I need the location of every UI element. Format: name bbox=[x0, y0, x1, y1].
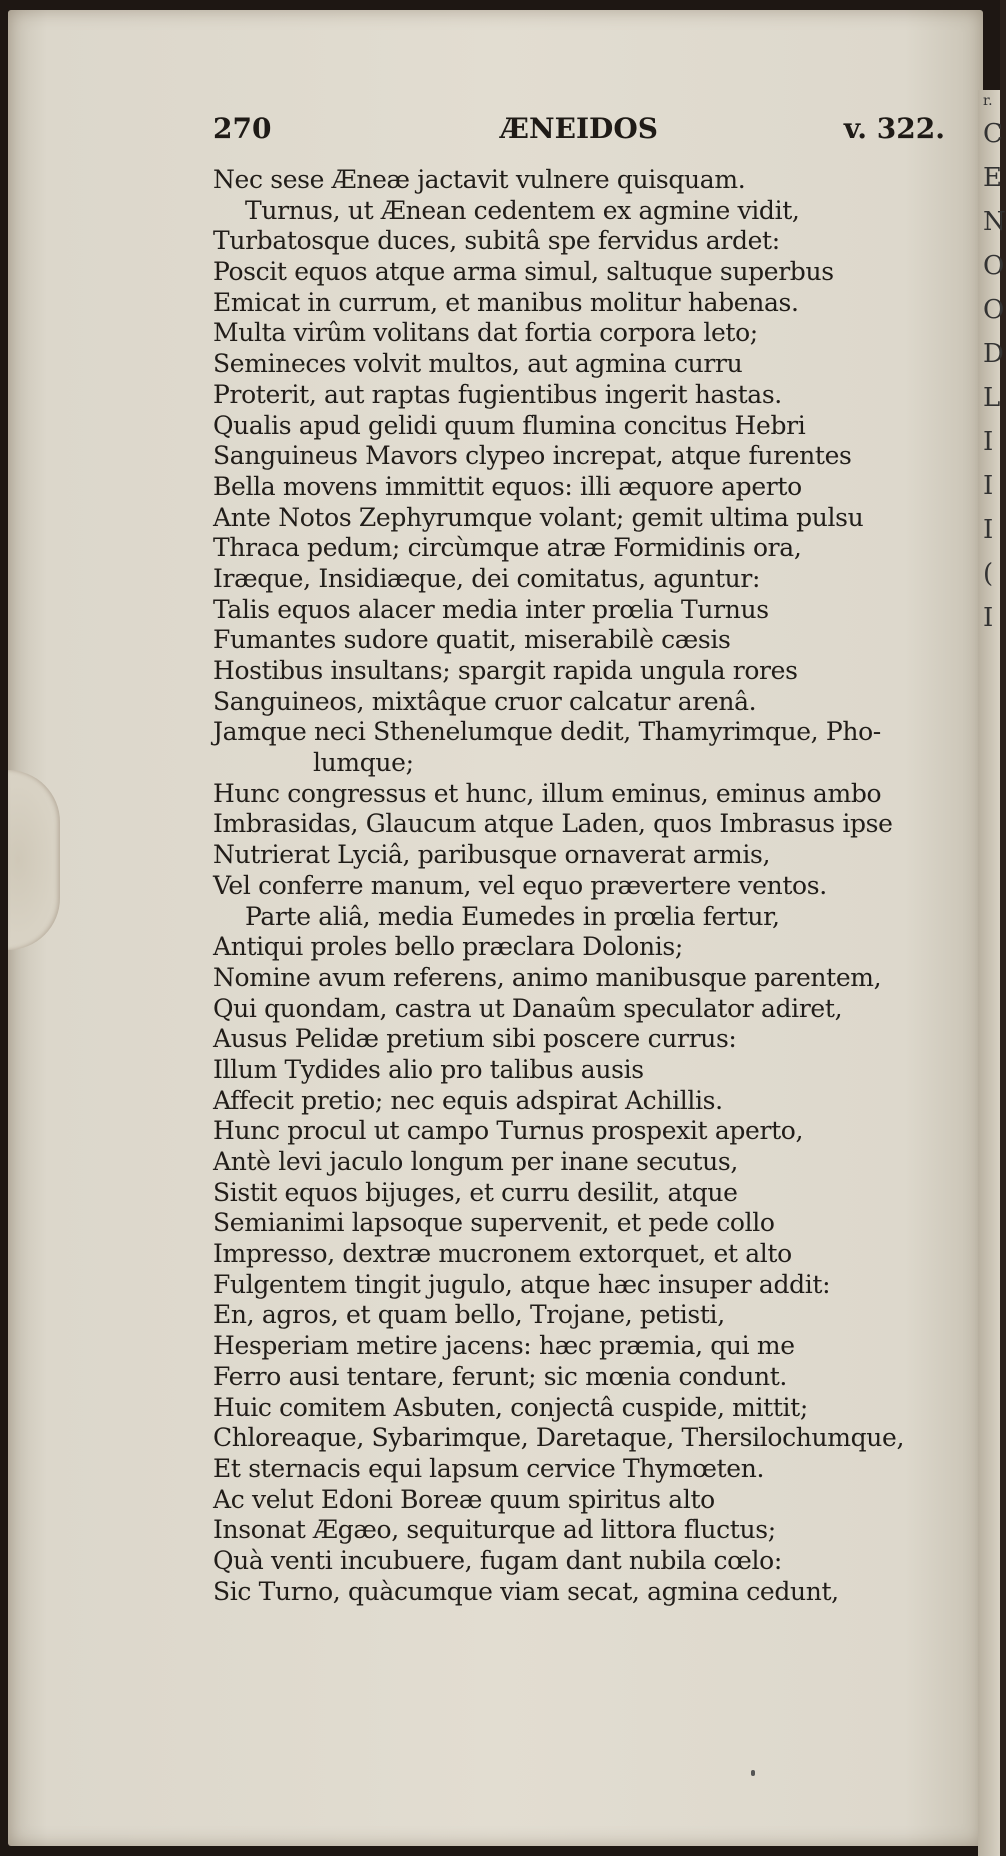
verse-line: Ante Notos Zephyrumque volant; gemit ultima pulsu bbox=[213, 502, 864, 532]
verse-line: Et sternacis equi lapsum cervice Thymœten. bbox=[213, 1453, 765, 1483]
verse-line: Sistit equos bijuges, et curru desilit, atque bbox=[213, 1177, 738, 1207]
verse-line: Bella movens immittit equos: illi æquore aperto bbox=[213, 471, 802, 501]
book-page bbox=[8, 10, 983, 1846]
verse-number: v. 322. bbox=[843, 112, 945, 145]
verse-line: Ac velut Edoni Boreæ quum spiritus alto bbox=[213, 1484, 715, 1514]
verse-line: Huic comitem Asbuten, conjectâ cuspide, mittit; bbox=[213, 1392, 808, 1422]
verse-line: Parte aliâ, media Eumedes in prœlia fertur, bbox=[245, 901, 780, 931]
adjacent-page-glyph: D bbox=[983, 339, 1004, 369]
verse-line: Sic Turno, quàcumque viam secat, agmina cedunt, bbox=[213, 1576, 839, 1606]
verse-line: Chloreaque, Sybarimque, Daretaque, Thersilochumque, bbox=[213, 1423, 905, 1453]
adjacent-page-glyph: ( bbox=[983, 559, 994, 589]
verse-line: Turbatosque duces, subitâ spe fervidus ardet: bbox=[213, 226, 780, 256]
verse-line: Semianimi lapsoque supervenit, et pede collo bbox=[213, 1208, 775, 1238]
verse-line: Nec sese Æneæ jactavit vulnere quisquam. bbox=[213, 165, 746, 194]
verse-line: Talis equos alacer media inter prœlia Turnus bbox=[213, 594, 769, 624]
verse-line: Iræque, Insidiæque, dei comitatus, aguntur: bbox=[213, 563, 761, 593]
verse-line: Imbrasidas, Glaucum atque Laden, quos Imbrasus ipse bbox=[213, 809, 893, 839]
verse-line: Hunc congressus et hunc, illum eminus, eminus ambo bbox=[213, 778, 882, 808]
verse-line: Illum Tydides alio pro talibus ausis bbox=[213, 1054, 644, 1084]
verse-line: Affecit pretio; nec equis adspirat Achillis. bbox=[213, 1085, 723, 1115]
adjacent-page-glyph: r. bbox=[983, 93, 993, 109]
verse-line: Antiqui proles bello præclara Dolonis; bbox=[213, 932, 683, 962]
verse-line: Hesperiam metire jacens: hæc præmia, qui me bbox=[213, 1331, 795, 1361]
ink-speck bbox=[751, 1770, 755, 1776]
adjacent-page-glyph: I bbox=[983, 427, 994, 457]
verse-line: Ausus Pelidæ pretium sibi poscere currus: bbox=[213, 1024, 737, 1054]
verse-line: Poscit equos atque arma simul, saltuque superbus bbox=[213, 257, 834, 287]
verse-line: Semineces volvit multos, aut agmina curru bbox=[213, 349, 743, 379]
verse-line: Insonat Ægæo, sequiturque ad littora fluctus; bbox=[213, 1515, 776, 1545]
adjacent-page-glyph: L bbox=[983, 383, 1001, 413]
verse-line: Qui quondam, castra ut Danaûm speculator adiret, bbox=[213, 993, 843, 1023]
verse-line: Nutrierat Lyciâ, paribusque ornaverat armis, bbox=[213, 840, 771, 870]
verse-line: Thraca pedum; circùmque atræ Formidinis ora, bbox=[213, 533, 802, 563]
verse-line: Sanguineus Mavors clypeo increpat, atque furentes bbox=[213, 441, 852, 471]
verse-line: Turnus, ut Ænean cedentem ex agmine vidit, bbox=[245, 195, 800, 225]
verse-line: Vel conferre manum, vel equo prævertere ventos. bbox=[213, 870, 827, 900]
page-header bbox=[213, 112, 945, 156]
verse-line: Multa virûm volitans dat fortia corpora leto; bbox=[213, 318, 758, 348]
adjacent-page-glyph: N bbox=[983, 207, 1006, 237]
running-title: ÆNEIDOS bbox=[500, 112, 658, 145]
verse-line: Qualis apud gelidi quum flumina concitus Hebri bbox=[213, 410, 806, 440]
verse-line: Nomine avum referens, animo manibusque parentem, bbox=[213, 962, 882, 992]
thumb-shadow bbox=[8, 770, 60, 950]
verse-line: Proterit, aut raptas fugientibus ingerit hastas. bbox=[213, 379, 782, 409]
verse-line: lumque; bbox=[313, 748, 414, 778]
verse-line: Quà venti incubuere, fugam dant nubila cœlo: bbox=[213, 1545, 782, 1575]
verse-line: Jamque neci Sthenelumque dedit, Thamyrimque, Pho- bbox=[213, 717, 881, 747]
verse-line: Hunc procul ut campo Turnus prospexit aperto, bbox=[213, 1116, 804, 1146]
verse-line: Impresso, dextræ mucronem extorquet, et alto bbox=[213, 1239, 792, 1269]
adjacent-page-glyph: I bbox=[983, 471, 994, 501]
adjacent-page-edge bbox=[978, 90, 1006, 1856]
verse-line: Ferro ausi tentare, ferunt; sic mœnia condunt. bbox=[213, 1361, 788, 1391]
adjacent-page-glyph: O bbox=[983, 251, 1005, 281]
adjacent-page-glyph: O bbox=[983, 295, 1005, 325]
verse-line: Hostibus insultans; spargit rapida ungula rores bbox=[213, 656, 798, 685]
verse-line: Antè levi jaculo longum per inane secutus, bbox=[213, 1147, 738, 1176]
verse-line: Emicat in currum, et manibus molitur habenas. bbox=[213, 287, 799, 317]
page-number: 270 bbox=[213, 112, 272, 145]
verse-line: Sanguineos, mixtâque cruor calcatur arenâ. bbox=[213, 686, 757, 716]
verse-line: En, agros, et quam bello, Trojane, petisti, bbox=[213, 1300, 725, 1330]
verse-line: Fulgentem tingit jugulo, atque hæc insuper addit: bbox=[213, 1269, 831, 1299]
verse-line: Fumantes sudore quatit, miserabilè cæsis bbox=[213, 625, 731, 655]
adjacent-page-glyph: C bbox=[983, 119, 1003, 149]
verse-text bbox=[213, 165, 973, 1607]
adjacent-page-glyph: I bbox=[983, 515, 994, 545]
adjacent-page-glyph: I bbox=[983, 603, 994, 633]
adjacent-page-glyph: E bbox=[983, 163, 1002, 193]
